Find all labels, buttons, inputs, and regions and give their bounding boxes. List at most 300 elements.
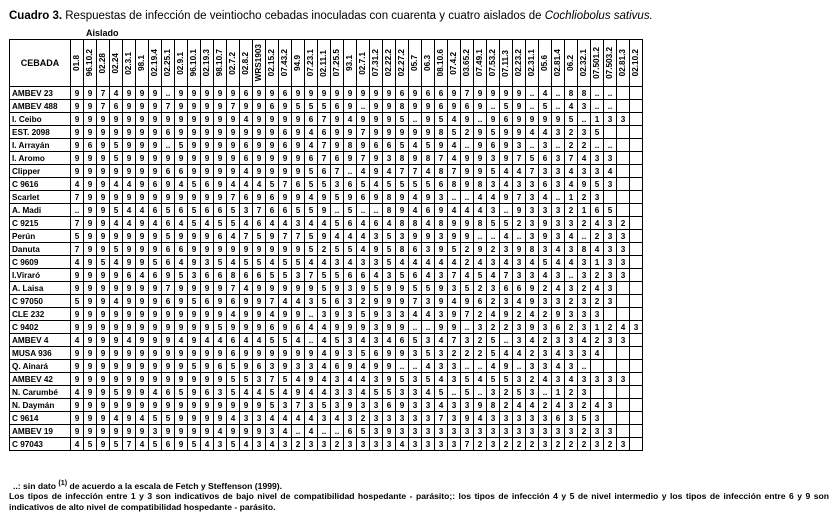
infection-cell: 9 [448, 100, 461, 113]
infection-cell: 4 [110, 412, 123, 425]
infection-cell: 3 [409, 399, 422, 412]
infection-cell: .. [292, 425, 305, 438]
infection-cell: 5 [227, 360, 240, 373]
infection-cell: 7 [162, 100, 175, 113]
infection-cell: 9 [292, 347, 305, 360]
infection-cell: 3 [604, 334, 617, 347]
infection-cell: 9 [71, 282, 84, 295]
cebada-name: MUSA 936 [10, 347, 71, 360]
infection-cell: 9 [149, 360, 162, 373]
infection-cell: 3 [539, 360, 552, 373]
infection-cell: 5 [162, 204, 175, 217]
infection-cell: 9 [84, 282, 97, 295]
infection-cell: 9 [370, 113, 383, 126]
infection-cell [630, 230, 643, 243]
infection-cell: .. [318, 425, 331, 438]
infection-cell: .. [344, 165, 357, 178]
infection-cell: 4 [71, 256, 84, 269]
footnote [13, 478, 829, 491]
infection-cell: 5 [435, 113, 448, 126]
infection-cell: 9 [84, 165, 97, 178]
infection-cell: 2 [591, 230, 604, 243]
infection-cell: 9 [214, 412, 227, 425]
infection-cell: 9 [136, 282, 149, 295]
infection-cell: 9 [123, 360, 136, 373]
infection-cell: 9 [84, 126, 97, 139]
infection-cell: 7 [318, 139, 331, 152]
infection-cell: 8 [435, 217, 448, 230]
infection-cell: 9 [201, 113, 214, 126]
infection-cell: 2 [565, 321, 578, 334]
infection-cell: 9 [500, 360, 513, 373]
infection-cell: 9 [71, 321, 84, 334]
infection-cell [604, 347, 617, 360]
infection-cell: 7 [331, 165, 344, 178]
infection-cell: 5 [214, 321, 227, 334]
infection-cell: 3 [344, 347, 357, 360]
infection-cell: 2 [357, 412, 370, 425]
infection-cell: 7 [305, 269, 318, 282]
infection-cell: 4 [513, 347, 526, 360]
cebada-name: I. Arrayán [10, 139, 71, 152]
infection-cell: 9 [292, 152, 305, 165]
infection-cell: 9 [136, 191, 149, 204]
infection-cell: 9 [71, 360, 84, 373]
infection-cell [617, 191, 630, 204]
infection-cell: 4 [305, 256, 318, 269]
infection-cell: 4 [318, 360, 331, 373]
isolate-header [500, 40, 513, 87]
infection-cell: 7 [292, 230, 305, 243]
infection-cell: 7 [526, 165, 539, 178]
infection-cell: 8 [409, 217, 422, 230]
infection-cell: 8 [487, 399, 500, 412]
infection-cell: 5 [487, 373, 500, 386]
infection-cell: 5 [227, 438, 240, 451]
infection-cell: 9 [357, 87, 370, 100]
infection-cell: 4 [266, 256, 279, 269]
infection-cell: 8 [448, 178, 461, 191]
infection-cell: 9 [123, 100, 136, 113]
infection-cell: 3 [370, 334, 383, 347]
infection-cell: 9 [136, 217, 149, 230]
infection-cell: 2 [539, 334, 552, 347]
infection-cell: 9 [240, 399, 253, 412]
infection-cell: 9 [461, 295, 474, 308]
infection-cell [630, 113, 643, 126]
infection-cell: 6 [162, 256, 175, 269]
infection-cell: 5 [149, 438, 162, 451]
infection-cell: 9 [188, 425, 201, 438]
infection-cell: 7 [565, 152, 578, 165]
infection-cell: 9 [357, 321, 370, 334]
infection-cell: 4 [422, 165, 435, 178]
infection-cell: 9 [149, 243, 162, 256]
infection-cell: 2 [591, 334, 604, 347]
infection-cell: 5 [227, 217, 240, 230]
header-row [10, 40, 643, 87]
infection-cell [630, 334, 643, 347]
infection-cell: 9 [370, 295, 383, 308]
infection-cell: 6 [266, 204, 279, 217]
infection-cell: 6 [162, 438, 175, 451]
infection-cell: 5 [344, 204, 357, 217]
infection-cell: 4 [227, 412, 240, 425]
infection-cell: 6 [292, 321, 305, 334]
infection-cell: 6 [227, 334, 240, 347]
infection-cell: 9 [175, 113, 188, 126]
infection-cell: 8 [344, 139, 357, 152]
infection-cell: 9 [136, 152, 149, 165]
infection-cell: 5 [71, 230, 84, 243]
infection-cell: 3 [461, 334, 474, 347]
infection-cell [604, 386, 617, 399]
isolate-header-label: 05.6 [540, 55, 549, 71]
infection-cell: 3 [500, 412, 513, 425]
isolate-header [578, 40, 591, 87]
table-row [10, 217, 643, 230]
infection-cell: 9 [448, 321, 461, 334]
infection-cell: 9 [331, 139, 344, 152]
infection-cell: .. [448, 386, 461, 399]
infection-cell: 6 [513, 282, 526, 295]
infection-table [9, 39, 643, 451]
infection-cell: 3 [370, 321, 383, 334]
infection-cell: 9 [136, 126, 149, 139]
infection-cell: 9 [188, 282, 201, 295]
isolate-header [305, 40, 318, 87]
infection-cell: 5 [305, 100, 318, 113]
infection-cell: 5 [487, 334, 500, 347]
isolate-header-label: 07.503.2 [605, 47, 614, 79]
infection-cell: .. [474, 360, 487, 373]
infection-cell: 9 [162, 399, 175, 412]
infection-cell [604, 191, 617, 204]
infection-cell: 8 [396, 152, 409, 165]
infection-cell: 5 [422, 282, 435, 295]
infection-cell: 9 [97, 295, 110, 308]
infection-cell: 9 [149, 126, 162, 139]
infection-cell: .. [487, 230, 500, 243]
infection-cell: 3 [513, 178, 526, 191]
infection-cell: 9 [500, 87, 513, 100]
infection-cell: 4 [591, 347, 604, 360]
infection-cell: 4 [357, 217, 370, 230]
infection-cell: 9 [97, 321, 110, 334]
infection-cell: 6 [240, 152, 253, 165]
infection-cell: 9 [396, 126, 409, 139]
cebada-name: Q. Ainará [10, 360, 71, 373]
infection-cell: 3 [396, 386, 409, 399]
infection-cell: 5 [396, 139, 409, 152]
infection-cell: 4 [175, 178, 188, 191]
infection-cell: 7 [461, 87, 474, 100]
infection-cell: 5 [370, 282, 383, 295]
infection-cell: 9 [292, 308, 305, 321]
infection-cell: 1 [591, 321, 604, 334]
infection-cell: 4 [565, 256, 578, 269]
isolate-header [84, 40, 97, 87]
infection-cell: 3 [448, 282, 461, 295]
infection-cell: 4 [565, 230, 578, 243]
infection-cell [604, 412, 617, 425]
infection-cell: 2 [578, 282, 591, 295]
infection-cell: 6 [409, 243, 422, 256]
infection-cell [617, 360, 630, 373]
infection-cell: 9 [526, 282, 539, 295]
infection-cell: 5 [331, 191, 344, 204]
infection-cell: 9 [149, 282, 162, 295]
infection-cell [617, 399, 630, 412]
infection-cell: 4 [331, 412, 344, 425]
infection-cell [630, 399, 643, 412]
infection-cell: 9 [227, 152, 240, 165]
infection-cell: .. [357, 100, 370, 113]
infection-cell: 5 [435, 386, 448, 399]
infection-cell: 5 [500, 373, 513, 386]
infection-cell: 9 [136, 334, 149, 347]
infection-cell: 5 [292, 100, 305, 113]
infection-cell: 2 [292, 438, 305, 451]
infection-cell: 8 [578, 87, 591, 100]
infection-cell: 4 [539, 126, 552, 139]
infection-cell: 9 [344, 360, 357, 373]
table-caption [9, 10, 653, 22]
infection-cell: 6 [253, 217, 266, 230]
infection-cell: 5 [383, 230, 396, 243]
infection-cell: 7 [409, 295, 422, 308]
infection-cell: 3 [305, 360, 318, 373]
infection-cell: 3 [240, 204, 253, 217]
infection-cell: 7 [357, 126, 370, 139]
infection-cell: 8 [474, 178, 487, 191]
infection-cell: 9 [227, 139, 240, 152]
infection-cell: 5 [318, 295, 331, 308]
infection-cell: 5 [383, 386, 396, 399]
infection-cell: 3 [604, 113, 617, 126]
infection-cell: 3 [552, 269, 565, 282]
infection-cell: 3 [422, 295, 435, 308]
infection-cell: .. [448, 191, 461, 204]
infection-cell: .. [552, 87, 565, 100]
infection-cell: 9 [188, 386, 201, 399]
isolate-header [370, 40, 383, 87]
infection-cell: 9 [188, 347, 201, 360]
infection-cell: 9 [97, 165, 110, 178]
cebada-name: C 9616 [10, 178, 71, 191]
infection-cell: 3 [279, 438, 292, 451]
infection-cell: 3 [435, 360, 448, 373]
infection-cell: 4 [500, 230, 513, 243]
infection-cell: 9 [422, 230, 435, 243]
infection-cell: 6 [253, 269, 266, 282]
infection-cell: 9 [279, 152, 292, 165]
infection-cell: 4 [240, 178, 253, 191]
infection-cell: 9 [175, 126, 188, 139]
infection-cell: 6 [344, 425, 357, 438]
infection-cell: 2 [539, 282, 552, 295]
infection-cell: 9 [214, 178, 227, 191]
infection-cell: 9 [253, 113, 266, 126]
infection-cell: 3 [370, 399, 383, 412]
infection-cell: 9 [435, 295, 448, 308]
infection-cell: 2 [578, 191, 591, 204]
infection-cell: 5 [175, 386, 188, 399]
infection-cell: 4 [71, 334, 84, 347]
infection-cell: 9 [500, 308, 513, 321]
infection-cell: 5 [188, 217, 201, 230]
infection-cell: 9 [123, 412, 136, 425]
infection-cell: 9 [331, 126, 344, 139]
infection-cell: 5 [227, 204, 240, 217]
infection-cell: 3 [539, 412, 552, 425]
infection-cell: 3 [461, 425, 474, 438]
infection-cell: 9 [162, 178, 175, 191]
infection-cell: 4 [617, 321, 630, 334]
infection-cell: 9 [110, 191, 123, 204]
isolate-header-label: 02.81.4 [553, 49, 562, 77]
infection-cell: 3 [526, 217, 539, 230]
infection-cell: 2 [461, 347, 474, 360]
infection-cell: 9 [500, 126, 513, 139]
infection-cell: 3 [539, 204, 552, 217]
infection-cell: 9 [513, 204, 526, 217]
infection-cell: 9 [97, 334, 110, 347]
infection-cell: 9 [331, 87, 344, 100]
infection-cell: 5 [409, 178, 422, 191]
infection-cell: 3 [435, 347, 448, 360]
infection-cell: 9 [279, 308, 292, 321]
infection-cell: 4 [253, 178, 266, 191]
infection-cell: 3 [591, 165, 604, 178]
infection-cell: 9 [266, 165, 279, 178]
infection-cell: 4 [409, 204, 422, 217]
infection-cell: 4 [448, 256, 461, 269]
infection-cell: 6 [214, 204, 227, 217]
table-row [10, 399, 643, 412]
infection-cell [630, 243, 643, 256]
infection-cell: 3 [617, 269, 630, 282]
infection-cell: 9 [539, 217, 552, 230]
table-row [10, 113, 643, 126]
infection-cell: 6 [123, 269, 136, 282]
infection-cell: 4 [500, 165, 513, 178]
infection-cell: 3 [604, 217, 617, 230]
infection-cell: 4 [357, 230, 370, 243]
infection-cell: 9 [201, 87, 214, 100]
infection-cell: 7 [318, 113, 331, 126]
infection-cell: 3 [370, 256, 383, 269]
infection-cell: 9 [97, 191, 110, 204]
isolate-header-label: 05.7 [410, 55, 419, 71]
infection-cell: 9 [136, 100, 149, 113]
infection-cell: 9 [409, 126, 422, 139]
isolate-header-label: 02.28 [98, 52, 107, 74]
infection-cell: 9 [253, 321, 266, 334]
infection-cell: 7 [227, 100, 240, 113]
infection-cell: 4 [539, 191, 552, 204]
infection-cell: 2 [500, 321, 513, 334]
infection-cell: 9 [383, 126, 396, 139]
infection-cell: 9 [188, 399, 201, 412]
cebada-name: Danuta [10, 243, 71, 256]
infection-cell: 4 [305, 126, 318, 139]
infection-cell [630, 139, 643, 152]
infection-cell: 5 [357, 347, 370, 360]
cebada-name: Scarlet [10, 191, 71, 204]
infection-cell: 6 [279, 126, 292, 139]
infection-cell: 9 [149, 230, 162, 243]
infection-cell: 9 [214, 87, 227, 100]
infection-cell: 7 [162, 282, 175, 295]
infection-cell: 6 [552, 412, 565, 425]
isolate-header [97, 40, 110, 87]
infection-cell: 9 [409, 87, 422, 100]
infection-cell: 3 [578, 100, 591, 113]
infection-cell: 9 [84, 178, 97, 191]
infection-cell: 9 [214, 100, 227, 113]
caption-text: Respuestas de infección de veintiocho cebadas inoculadas con cuarenta y cuatro aislados de [65, 10, 542, 22]
cebada-name: A. Madi [10, 204, 71, 217]
infection-cell: 3 [344, 412, 357, 425]
infection-cell: 3 [526, 191, 539, 204]
infection-cell: 4 [513, 165, 526, 178]
infection-cell: 9 [266, 230, 279, 243]
infection-cell: 9 [123, 399, 136, 412]
infection-cell: 5 [318, 399, 331, 412]
infection-cell: 9 [552, 308, 565, 321]
infection-cell [617, 126, 630, 139]
infection-cell: 5 [71, 295, 84, 308]
infection-cell [617, 100, 630, 113]
infection-cell: 5 [305, 204, 318, 217]
infection-cell: 4 [136, 412, 149, 425]
infection-cell: 3 [201, 256, 214, 269]
infection-cell: 3 [409, 412, 422, 425]
infection-cell: 3 [630, 321, 643, 334]
infection-cell: 3 [526, 204, 539, 217]
isolate-header [136, 40, 149, 87]
infection-cell: 9 [474, 100, 487, 113]
cebada-name: C 9614 [10, 412, 71, 425]
infection-cell: 6 [279, 139, 292, 152]
infection-cell: 5 [266, 399, 279, 412]
infection-cell: 4 [526, 126, 539, 139]
infection-cell: 3 [604, 282, 617, 295]
isolate-header [513, 40, 526, 87]
infection-cell: 9 [357, 139, 370, 152]
infection-cell: 4 [461, 204, 474, 217]
infection-cell: 3 [526, 230, 539, 243]
infection-cell: 9 [292, 386, 305, 399]
infection-cell: 9 [136, 243, 149, 256]
infection-cell: 9 [136, 360, 149, 373]
infection-cell: 3 [448, 360, 461, 373]
infection-cell: 9 [84, 373, 97, 386]
infection-cell: 3 [344, 386, 357, 399]
infection-cell: 3 [565, 243, 578, 256]
infection-cell: 9 [97, 178, 110, 191]
infection-cell: 9 [253, 347, 266, 360]
infection-cell: 6 [318, 165, 331, 178]
infection-cell: 9 [97, 243, 110, 256]
infection-cell: 9 [461, 113, 474, 126]
infection-cell: .. [526, 139, 539, 152]
infection-cell: 6 [344, 217, 357, 230]
infection-cell: 9 [188, 334, 201, 347]
infection-cell: 6 [175, 243, 188, 256]
isolate-header-label: 07.25.5 [332, 49, 341, 77]
